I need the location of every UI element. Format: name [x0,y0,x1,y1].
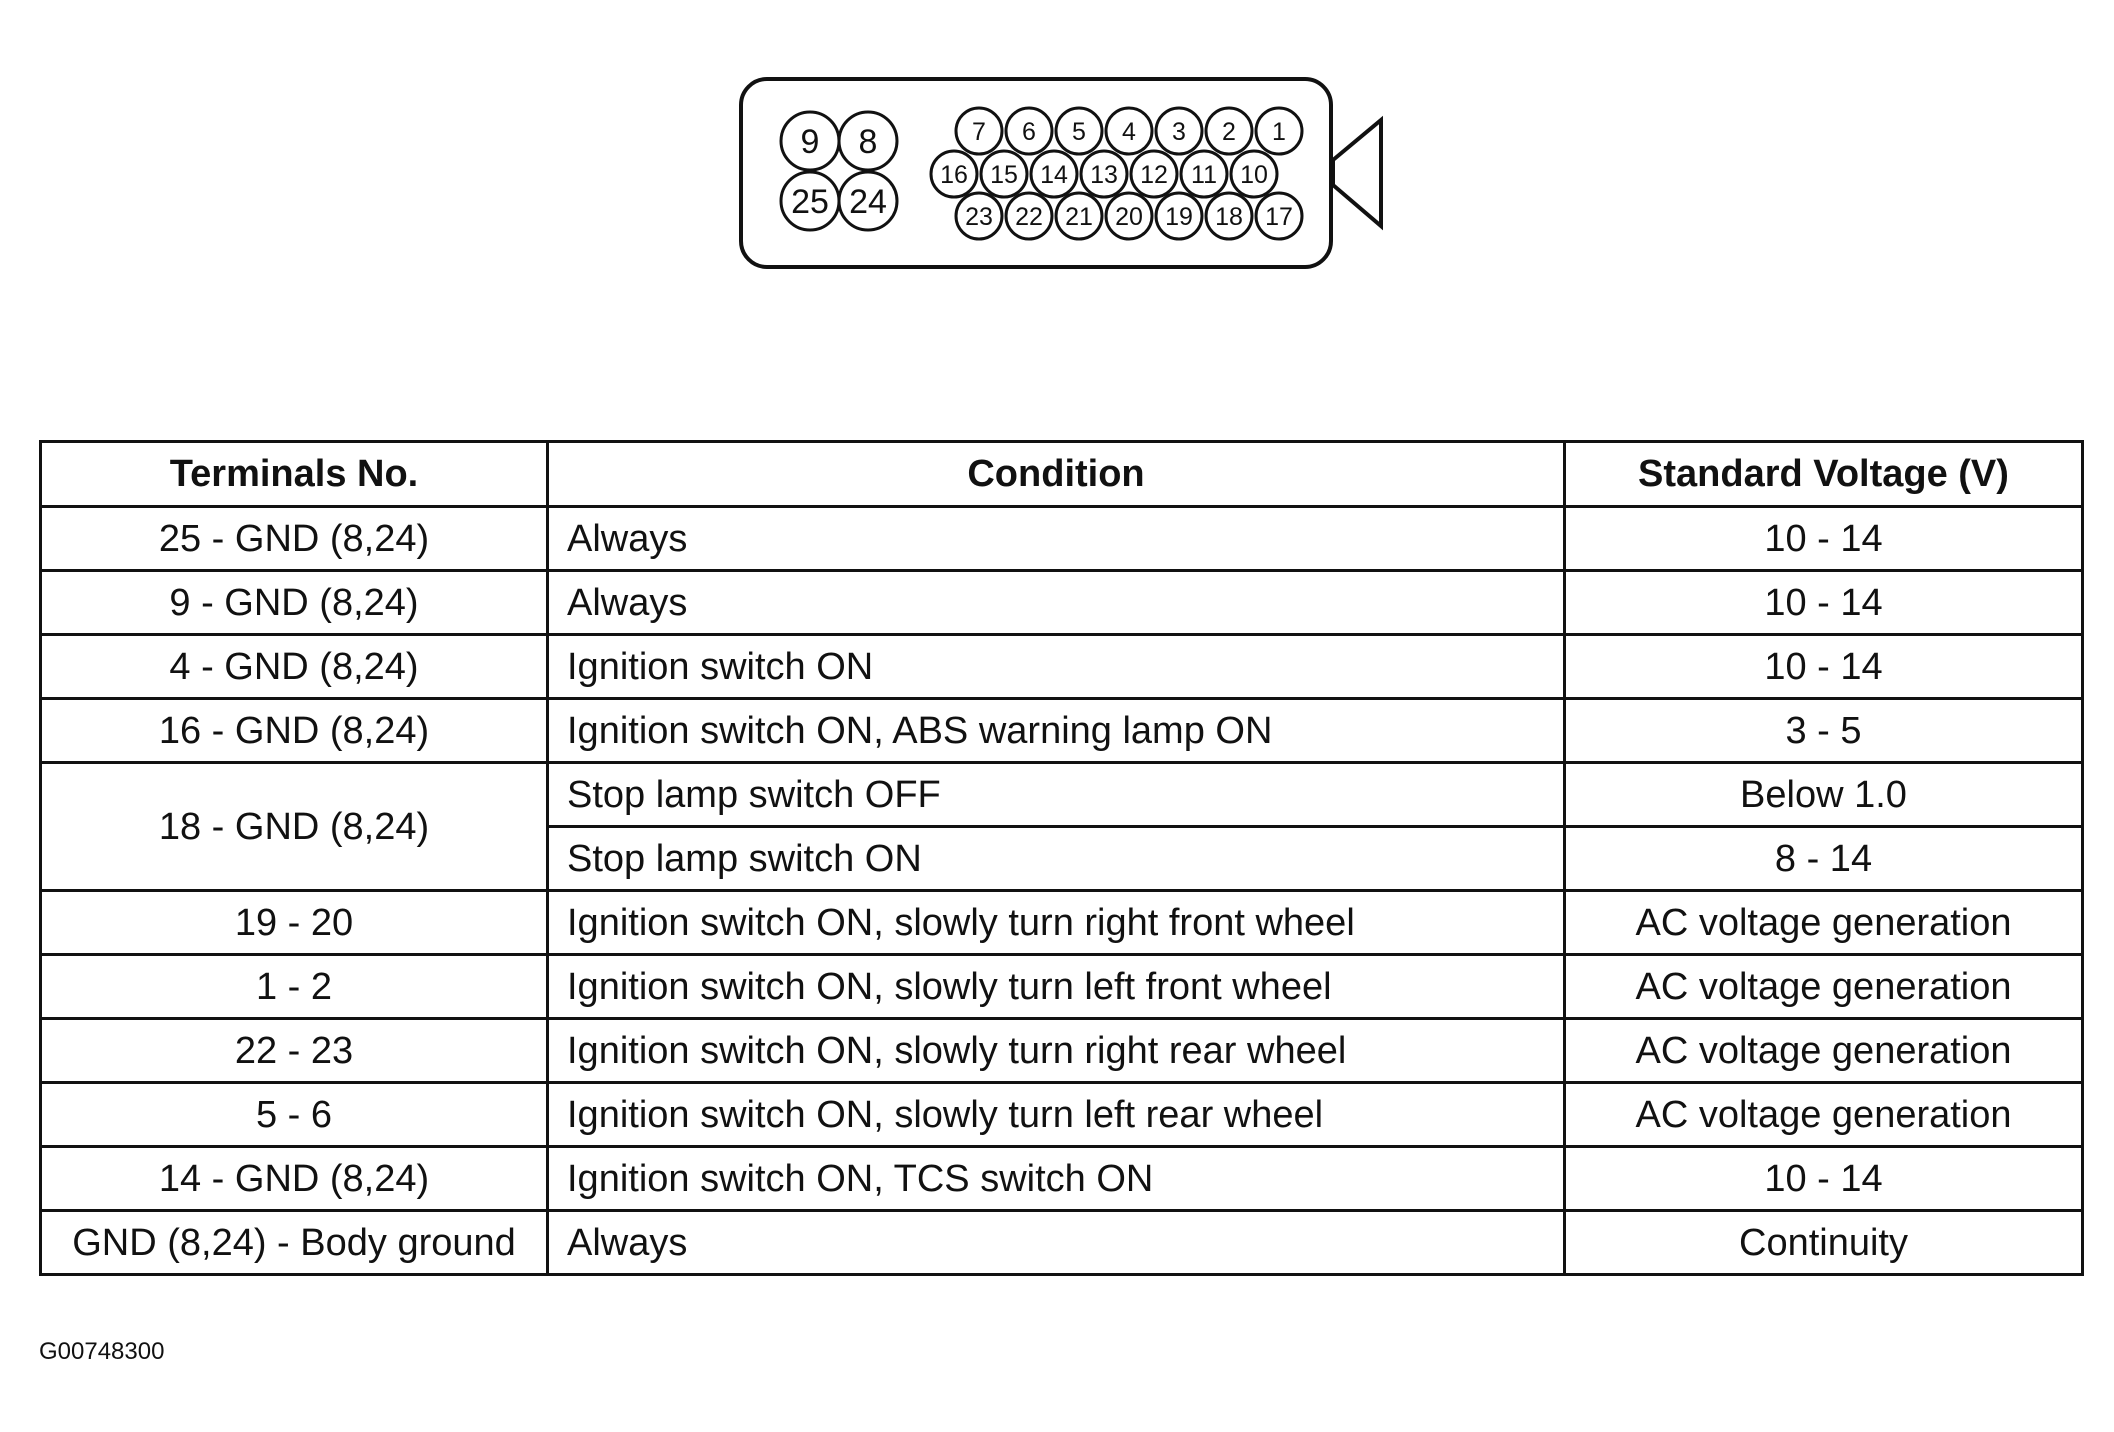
terminal-11 [1181,151,1227,197]
svg-text:22: 22 [1015,203,1043,231]
voltage-cell: AC voltage generation [1565,891,2083,955]
svg-text:25: 25 [791,183,829,221]
header-terminals: Terminals No. [41,442,548,507]
terminal-13 [1081,151,1127,197]
large-terminal-9 [781,112,839,170]
condition-cell: Ignition switch ON, slowly turn right front wheel [548,891,1565,955]
terminals-cell: 16 - GND (8,24) [41,699,548,763]
table-row [41,1147,2083,1211]
condition-cell: Always [548,571,1565,635]
voltage-cell: Continuity [1565,1211,2083,1275]
condition-cell: Ignition switch ON, TCS switch ON [548,1147,1565,1211]
terminals-cell: 14 - GND (8,24) [41,1147,548,1211]
table-row [41,1019,2083,1083]
large-terminal-25 [781,172,839,230]
terminal-18 [1206,193,1252,239]
svg-text:1: 1 [1272,118,1286,146]
terminals-cell: 22 - 23 [41,1019,548,1083]
terminals-cell: 5 - 6 [41,1083,548,1147]
table-row [41,1083,2083,1147]
terminal-23 [956,193,1002,239]
condition-cell: Stop lamp switch OFF [548,763,1565,827]
svg-text:8: 8 [858,123,878,161]
condition-cell: Ignition switch ON [548,635,1565,699]
voltage-cell: AC voltage generation [1565,1083,2083,1147]
terminal-22 [1006,193,1052,239]
terminal-4 [1106,108,1152,154]
terminal-5 [1056,108,1102,154]
table-row [41,635,2083,699]
terminals-cell: 19 - 20 [41,891,548,955]
terminal-21 [1056,193,1102,239]
svg-text:3: 3 [1172,118,1186,146]
svg-text:14: 14 [1040,161,1068,189]
svg-text:15: 15 [990,161,1018,189]
table-row [41,763,2083,827]
condition-cell: Ignition switch ON, slowly turn right rear wheel [548,1019,1565,1083]
table-row [41,699,2083,763]
condition-cell: Always [548,1211,1565,1275]
voltage-spec-table [39,440,2084,1276]
svg-text:4: 4 [1122,118,1136,146]
condition-cell: Stop lamp switch ON [548,827,1565,891]
terminals-cell: 25 - GND (8,24) [41,507,548,571]
svg-text:24: 24 [849,183,887,221]
svg-text:20: 20 [1115,203,1143,231]
large-terminal-8 [839,112,897,170]
svg-text:10: 10 [1240,161,1268,189]
terminals-cell: 4 - GND (8,24) [41,635,548,699]
svg-text:16: 16 [940,161,968,189]
svg-text:12: 12 [1140,161,1168,189]
svg-text:23: 23 [965,203,993,231]
header-condition: Condition [548,442,1565,507]
svg-text:2: 2 [1222,118,1236,146]
connector-diagram [720,60,1420,300]
figure-id: G00748300 [39,1338,165,1365]
voltage-cell: 3 - 5 [1565,699,2083,763]
voltage-cell: 8 - 14 [1565,827,2083,891]
terminal-15 [981,151,1027,197]
terminal-3 [1156,108,1202,154]
terminals-cell: 9 - GND (8,24) [41,571,548,635]
svg-text:13: 13 [1090,161,1118,189]
terminal-17 [1256,193,1302,239]
svg-text:21: 21 [1065,203,1093,231]
svg-text:11: 11 [1191,161,1217,189]
terminal-12 [1131,151,1177,197]
voltage-cell: 10 - 14 [1565,507,2083,571]
table-row [41,891,2083,955]
svg-text:6: 6 [1022,118,1036,146]
voltage-cell: 10 - 14 [1565,1147,2083,1211]
svg-text:18: 18 [1215,203,1243,231]
header-voltage: Standard Voltage (V) [1565,442,2083,507]
svg-text:9: 9 [800,123,820,161]
terminal-19 [1156,193,1202,239]
voltage-cell: 10 - 14 [1565,635,2083,699]
terminal-6 [1006,108,1052,154]
terminal-10 [1231,151,1277,197]
terminal-20 [1106,193,1152,239]
condition-cell: Ignition switch ON, ABS warning lamp ON [548,699,1565,763]
condition-cell: Ignition switch ON, slowly turn left front wheel [548,955,1565,1019]
terminal-7 [956,108,1002,154]
voltage-cell: AC voltage generation [1565,1019,2083,1083]
voltage-cell: Below 1.0 [1565,763,2083,827]
terminals-cell: GND (8,24) - Body ground [41,1211,548,1275]
connector-latch [1333,120,1381,226]
svg-text:7: 7 [972,118,986,146]
svg-text:19: 19 [1165,203,1193,231]
table-row [41,571,2083,635]
voltage-cell: AC voltage generation [1565,955,2083,1019]
large-terminal-24 [839,172,897,230]
svg-text:17: 17 [1265,203,1293,231]
condition-cell: Always [548,507,1565,571]
voltage-cell: 10 - 14 [1565,571,2083,635]
table-row [41,955,2083,1019]
terminal-2 [1206,108,1252,154]
table-row [41,1211,2083,1275]
terminal-16 [931,151,977,197]
table-row [41,507,2083,571]
terminals-cell: 18 - GND (8,24) [41,763,548,891]
terminals-cell: 1 - 2 [41,955,548,1019]
terminal-1 [1256,108,1302,154]
terminal-14 [1031,151,1077,197]
svg-text:5: 5 [1072,118,1086,146]
condition-cell: Ignition switch ON, slowly turn left rear wheel [548,1083,1565,1147]
table-header-row [41,442,2083,507]
